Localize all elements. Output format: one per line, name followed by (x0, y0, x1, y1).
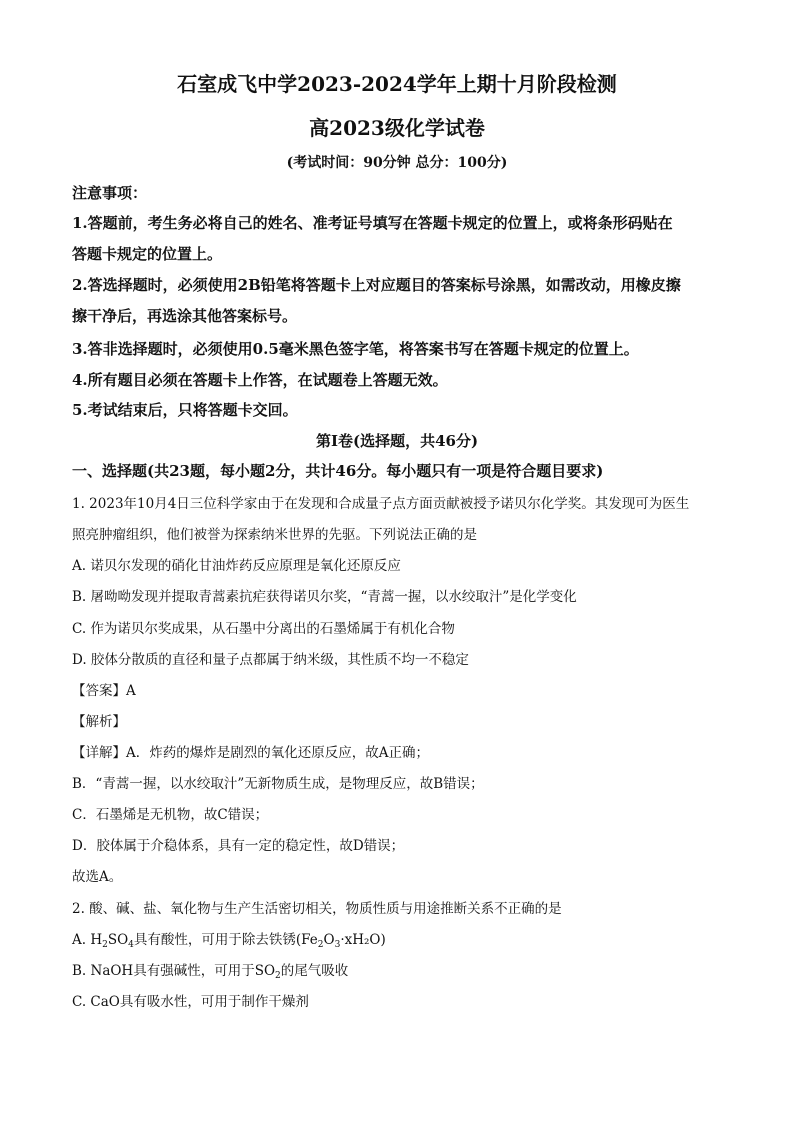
q1-detail: D．胶体属于介稳体系，具有一定的稳定性，故D错误； (72, 838, 405, 854)
q1-option-b: B. 屠呦呦发现并提取青蒿素抗疟获得诺贝尔奖，“青蒿一握，以水绞取汁”是化学变化 (72, 589, 577, 605)
notice-item: 4.所有题目必须在答题卡上作答，在试题卷上答题无效。 (72, 371, 448, 389)
q1-detail: B．“青蒿一握，以水绞取汁”无新物质生成，是物理反应，故B错误； (72, 776, 484, 792)
q1-stem: 1. 2023年10月4日三位科学家由于在发现和合成量子点方面贡献被授予诺贝尔化学奖。其发现可为医生 (72, 496, 690, 512)
q1-option-d: D. 胶体分散质的直径和量子点都属于纳米级，其性质不均一不稳定 (72, 652, 469, 668)
q1-analysis-label: 【解析】 (72, 714, 126, 730)
notice-item: 答题卡规定的位置上。 (72, 245, 223, 263)
exam-title: 石室成飞中学2023-2024学年上期十月阶段检测 (177, 72, 617, 96)
exam-info: (考试时间：90分钟 总分：100分) (286, 155, 508, 171)
q2-option-c: C. CaO具有吸水性，可用于制作干燥剂 (72, 994, 309, 1010)
notice-item: 1.答题前，考生务必将自己的姓名、准考证号填写在答题卡规定的位置上，或将条形码贴在 (72, 214, 673, 232)
notice-item: 5.考试结束后，只将答题卡交回。 (72, 401, 298, 419)
section-instruction: 一、选择题(共23题，每小题2分，共计46分。每小题只有一项是符合题目要求) (72, 462, 604, 480)
q1-stem: 照亮肿瘤组织，他们被誉为探索纳米世界的先驱。下列说法正确的是 (72, 527, 477, 543)
q1-detail: 【详解】A．炸药的爆炸是剧烈的氧化还原反应，故A正确； (72, 745, 429, 761)
q1-detail: C．石墨烯是无机物，故C错误； (72, 807, 269, 823)
q1-answer: 【答案】A (72, 683, 136, 699)
notice-item: 3.答非选择题时，必须使用0.5毫米黑色签字笔，将答案书写在答题卡规定的位置上。 (72, 340, 639, 358)
q1-option-c: C. 作为诺贝尔奖成果，从石墨中分离出的石墨烯属于有机化合物 (72, 621, 455, 637)
q1-conclusion: 故选A。 (72, 869, 123, 885)
exam-subtitle: 高2023级化学试卷 (309, 116, 485, 140)
q2-option-b: B. NaOH具有强碱性，可用于$SO_2$的尾气吸收 (72, 963, 349, 981)
q2-stem: 2. 酸、碱、盐、氧化物与生产生活密切相关，物质性质与用途推断关系不正确的是 (72, 901, 562, 917)
notice-item: 2.答选择题时，必须使用2B铅笔将答题卡上对应题目的答案标号涂黑，如需改动，用橡皮擦 (72, 276, 681, 294)
q2-option-a: A. $H_2SO_4$具有酸性，可用于除去铁锈$(Fe_2O_3\cdot xH_2O)$ (72, 932, 386, 950)
notice-heading: 注意事项： (72, 184, 148, 202)
section-title: 第Ⅰ卷(选择题，共46分) (315, 432, 479, 450)
notice-item: 擦干净后，再选涂其他答案标号。 (72, 307, 298, 325)
q1-option-a: A. 诺贝尔发现的硝化甘油炸药反应原理是氧化还原反应 (72, 558, 401, 574)
